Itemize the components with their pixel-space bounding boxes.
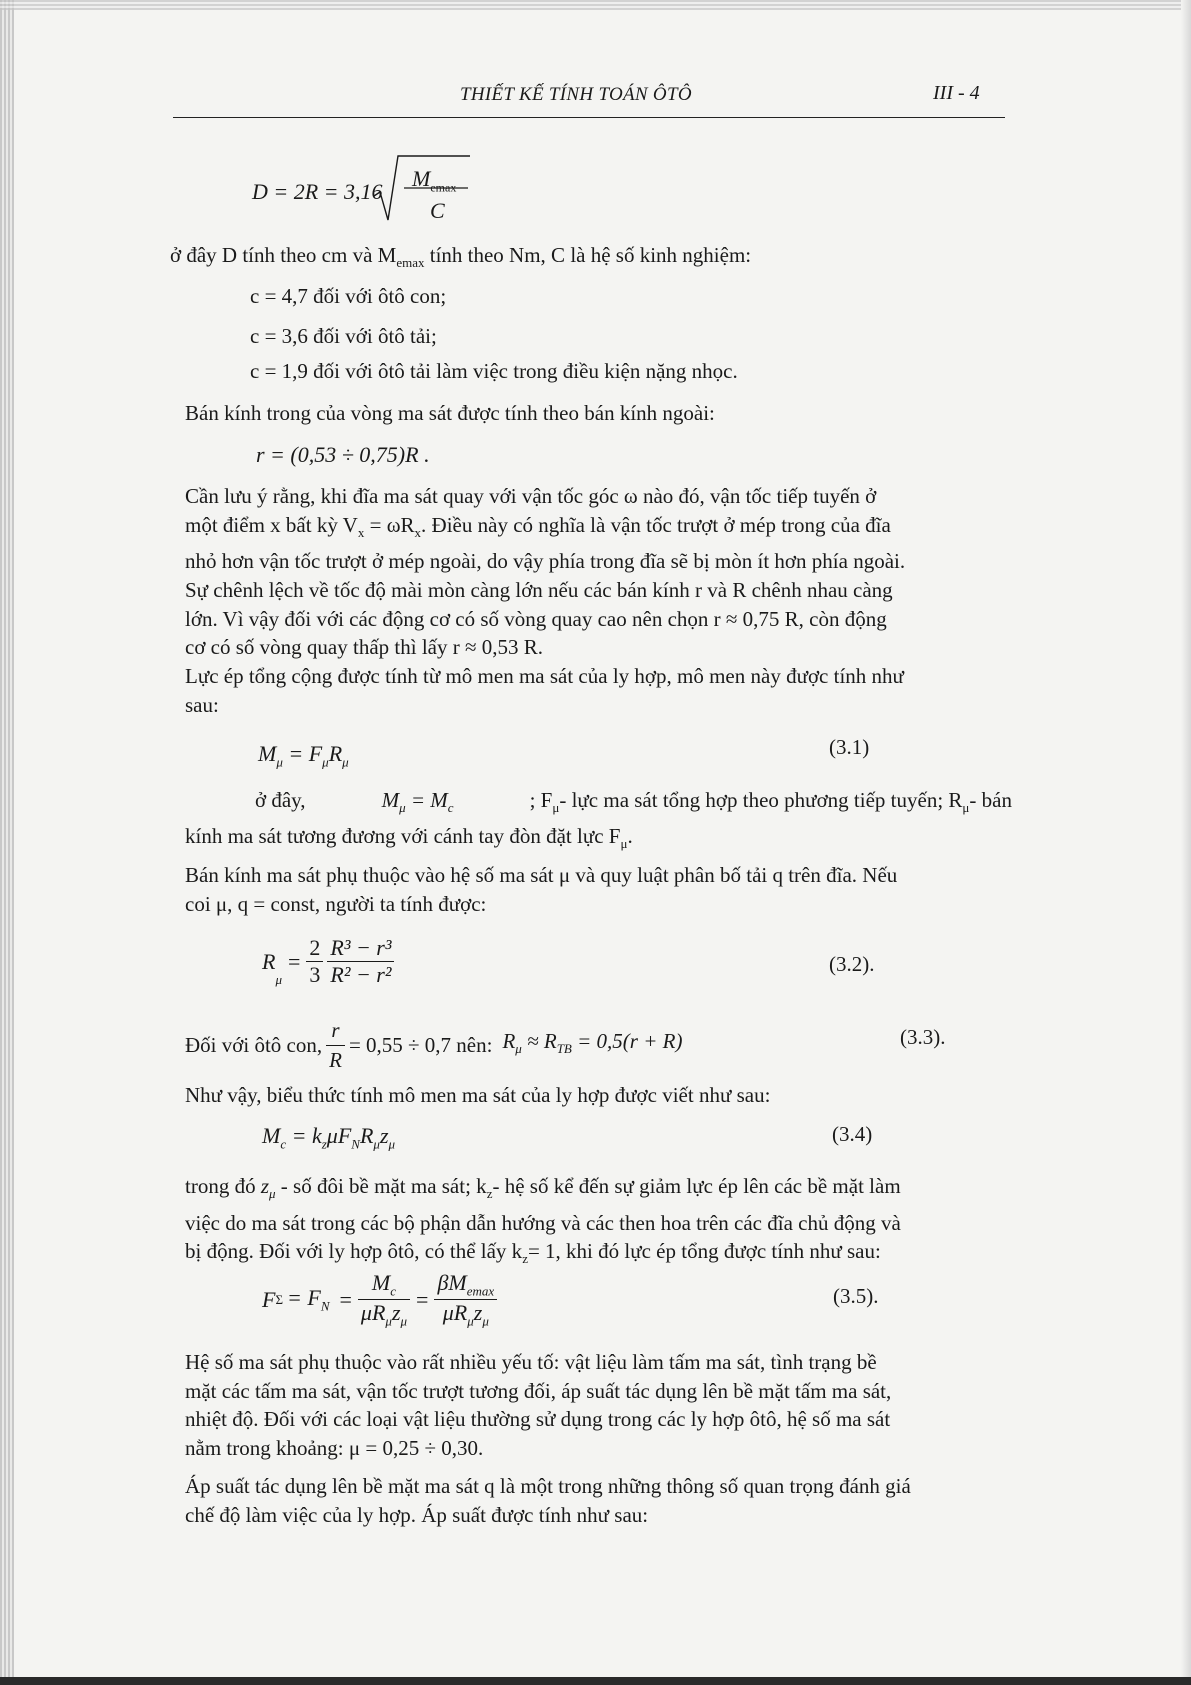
p9-line-4: nằm trong khoảng: μ = 0,25 ÷ 0,30.	[185, 1435, 484, 1460]
eq-diameter-lhs: D = 2R = 3,16	[252, 179, 383, 204]
equation-3-4: $M_c = k_z\mu F_NR_\mu z_\mu$	[262, 1123, 396, 1152]
p3-line-4: Sự chênh lệch về tốc độ mài mòn càng lớn nếu các bán kính r và R chênh nhau càng	[185, 577, 893, 602]
equation-3-1: $M_\mu = F_\mu R_\mu$	[258, 741, 349, 770]
running-header-title: THIẾT KẾ TÍNH TOÁN ÔTÔ	[460, 84, 692, 105]
paragraph-total-force	[185, 662, 1010, 719]
p10-line-1: Áp suất tác dụng lên bề mặt ma sát q là một trong những thông số quan trọng đánh giá	[185, 1474, 911, 1498]
p3-line-3: nhỏ hơn vận tốc trượt ở mép ngoài, do vậy phía trong đĩa sẽ bị mòn ít hơn phía ngoài.	[185, 549, 906, 574]
paragraph-eq31-explain: ở đây, $M_\mu = M_c$ ; $F_\mu-$ lực ma sát tổng hợp theo phương tiếp tuyến; $R_\mu-$ bán	[255, 788, 1012, 816]
p8-line-2: việc do ma sát trong các bộ phận dẫn hướng và các then hoa trên các đĩa chủ động và	[185, 1210, 901, 1235]
list-item-c-truck: c = 3,6 đối với ôtô tải;	[250, 324, 437, 348]
paragraph-moment-expression: Như vậy, biểu thức tính mô men ma sát của ly hợp được viết như sau:	[185, 1083, 771, 1107]
equation-number-3-3: (3.3).	[900, 1025, 946, 1049]
p3-line-6: cơ có số vòng quay thấp thì lấy r ≈ 0,53 R.	[185, 635, 543, 660]
equation-3-2: R $_\mu$ = $\frac{2}{3}$ $\frac{\text{R³ − r³}}{\text{R² − r²}}$	[262, 935, 394, 988]
p3-line-1: Cần lưu ý rằng, khi đĩa ma sát quay với vận tốc góc ω nào đó, vận tốc tiếp tuyến ở	[185, 484, 877, 508]
equation-r: r = (0,53 ÷ 0,75)R .	[256, 442, 430, 467]
equation-number-3-5: (3.5).	[833, 1284, 879, 1308]
equation-diameter	[252, 178, 383, 207]
p3-line-2: một điểm x bất kỳ $V_x = \omega R_x$. Điều này có nghĩa là vận tốc trượt ở mép trong của đĩa	[185, 512, 891, 540]
p9-line-1: Hệ số ma sát phụ thuộc vào rất nhiều yếu tố: vật liệu làm tấm ma sát, tình trạng bề	[185, 1350, 877, 1374]
p8-line-3: bị động. Đối với ly hợp ôtô, có thể lấy $k_z= 1$, khi đó lực ép tổng được tính như sau:	[185, 1239, 881, 1267]
p6-line-1: Bán kính ma sát phụ thuộc vào hệ số ma sát μ và quy luật phân bố tải q trên đĩa. Nếu	[185, 863, 898, 887]
p9-line-2: mặt các tấm ma sát, vận tốc trượt tương đối, áp suất tác dụng lên bề mặt tấm ma sát,	[185, 1378, 892, 1403]
list-item-c-heavy: c = 1,9 đối với ôtô tải làm việc trong điều kiện nặng nhọc.	[250, 359, 738, 383]
p9-line-3: nhiệt độ. Đối với các loại vật liệu thường sử dụng trong các ly hợp ôtô, hệ số ma sát	[185, 1407, 891, 1432]
eq-diameter-denominator: C	[430, 198, 445, 223]
p4-line-1: Lực ép tổng cộng được tính từ mô men ma sát của ly hợp, mô men này được tính như	[185, 664, 904, 688]
equation-3-3-line: Đối với ôtô con, $\frac{r}{R}$ = 0,55 ÷ 0,7 nên: $R_\mu \approx R_{TB} = 0,5(r + R)$	[185, 1018, 683, 1072]
eq-diameter-numerator: $M_{emax}$	[412, 166, 457, 195]
p8-line-1: trong đó $z_\mu$ - số đôi bề mặt ma sát; $k_z-$ hệ số kể đến sự giảm lực ép lên các bề mặt làm	[185, 1174, 901, 1202]
equation-number-3-1: (3.1)	[829, 735, 870, 759]
paragraph-friction-radius	[185, 861, 1010, 918]
p10-line-2: chế độ làm việc của ly hợp. Áp suất được tính như sau:	[185, 1502, 649, 1527]
p3-line-5: lớn. Vì vậy đối với các động cơ có số vòng quay cao nên chọn r ≈ 0,75 R, còn động	[185, 606, 887, 631]
header-rule	[173, 117, 1005, 118]
paragraph-units: ở đây D tính theo cm và $M_{emax}$ tính theo Nm, C là hệ số kinh nghiệm:	[170, 243, 752, 271]
equation-number-3-2: (3.2).	[829, 952, 875, 976]
paragraph-pressure	[185, 1472, 1010, 1529]
equation-3-5: F Σ = $F_N$ = $\frac{M_c}{\mu R_\mu z_\mu}$ = $\frac{\beta M_{emax}}{\mu R_\mu z_\mu}$	[262, 1270, 497, 1330]
paragraph-inner-radius: Bán kính trong của vòng ma sát được tính theo bán kính ngoài:	[185, 401, 715, 425]
p4-line-2: sau:	[185, 692, 219, 717]
paragraph-wear	[185, 482, 1010, 662]
p6-line-2: coi μ, q = const, người ta tính được:	[185, 891, 487, 916]
paragraph-eq31-explain-line2: kính ma sát tương đương với cánh tay đòn đặt lực $F_\mu$.	[185, 824, 633, 852]
list-item-c-car: c = 4,7 đối với ôtô con;	[250, 284, 447, 308]
paragraph-eq34-explain	[185, 1172, 1010, 1274]
equation-number-3-4: (3.4)	[832, 1122, 873, 1146]
paragraph-friction-coefficient	[185, 1348, 1010, 1462]
running-header-page-number: III - 4	[933, 82, 980, 104]
